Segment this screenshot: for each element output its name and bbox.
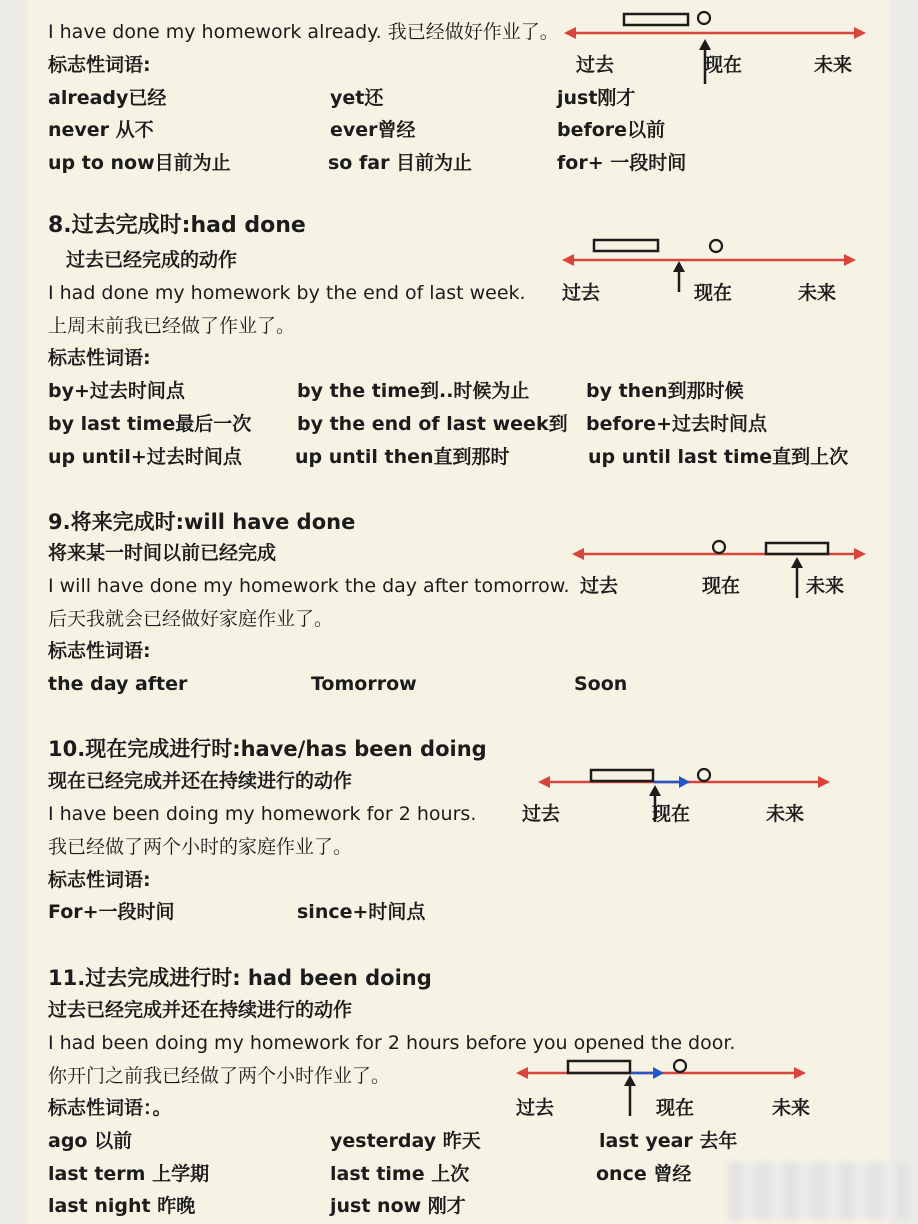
sec10-description: 现在已经完成并还在持续进行的动作	[48, 770, 353, 792]
sec8-signal-label: 标志性词语:	[48, 347, 151, 369]
sec8-example-cn: 上周末前我已经做了作业了。	[48, 315, 296, 337]
sec7-past-label: 过去	[576, 54, 615, 76]
sec11-word: ago 以前	[48, 1130, 133, 1152]
sec7-future-label: 未来	[814, 54, 853, 76]
sec7-word: up to now目前为止	[48, 152, 231, 174]
sec10-past-label: 过去	[522, 803, 561, 825]
sec10-heading: 10.现在完成进行时:have/has been doing	[48, 737, 487, 761]
sec11-word: last year 去年	[599, 1130, 738, 1152]
sec11-signal-label: 标志性词语：。	[48, 1097, 172, 1119]
sec7-word: before以前	[557, 119, 666, 141]
sec7-example: I have done my homework already. 我已经做好作业了。	[48, 21, 559, 43]
sec8-word: by+过去时间点	[48, 380, 185, 402]
sec9-word: Soon	[574, 673, 628, 695]
sec10-now-label: 现在	[652, 803, 691, 825]
sec8-now-label: 现在	[694, 282, 733, 304]
sec10-example-en: I have been doing my homework for 2 hours.	[48, 803, 477, 825]
sec11-future-label: 未来	[772, 1097, 811, 1119]
sec9-heading: 9.将来完成时:will have done	[48, 510, 356, 534]
sec8-example-en: I had done my homework by the end of last week.	[48, 282, 526, 304]
sec9-future-label: 未来	[806, 575, 845, 597]
sec8-description: 过去已经完成的动作	[66, 249, 238, 271]
sec8-future-label: 未来	[798, 282, 837, 304]
sec8-past-label: 过去	[562, 282, 601, 304]
sec7-word: never 从不	[48, 119, 154, 141]
sec11-word: yesterday 昨天	[330, 1130, 481, 1152]
sec11-word: last term 上学期	[48, 1163, 210, 1185]
sec10-example-cn: 我已经做了两个小时的家庭作业了。	[48, 836, 353, 858]
sec11-timeline	[512, 1052, 822, 1122]
sec7-now-label: 现在	[704, 54, 743, 76]
sec9-description: 将来某一时间以前已经完成	[48, 542, 277, 564]
sec8-word: by then到那时候	[586, 380, 744, 402]
sec9-example-en: I will have done my homework the day after tomorrow.	[48, 575, 570, 597]
sec8-word: by the time到..时候为止	[297, 380, 530, 402]
sec11-example-cn: 你开门之前我已经做了两个小时作业了。	[48, 1065, 391, 1087]
sec9-past-label: 过去	[580, 575, 619, 597]
sec7-timeline	[560, 6, 870, 86]
sec10-timeline	[522, 762, 844, 832]
sec8-word: before+过去时间点	[586, 413, 767, 435]
sec11-now-label: 现在	[656, 1097, 695, 1119]
sec7-word: so far 目前为止	[328, 152, 473, 174]
sec9-signal-label: 标志性词语:	[48, 640, 151, 662]
sec10-signal-label: 标志性词语:	[48, 869, 151, 891]
sec8-word: up until then直到那时	[295, 446, 510, 468]
sec11-description: 过去已经完成并还在持续进行的动作	[48, 999, 353, 1021]
sec8-heading: 8.过去完成时:had done	[48, 213, 306, 238]
blurred-watermark	[728, 1162, 908, 1220]
sec11-word: just now 刚才	[330, 1195, 466, 1217]
sec7-word: for+ 一段时间	[557, 152, 687, 174]
sec11-word: last night 昨晚	[48, 1195, 196, 1217]
sec10-future-label: 未来	[766, 803, 805, 825]
sec7-word: already已经	[48, 87, 167, 109]
sec9-word: the day after	[48, 673, 188, 695]
sec11-past-label: 过去	[516, 1097, 555, 1119]
sec11-heading: 11.过去完成进行时: had been doing	[48, 966, 432, 990]
sec10-word: For+一段时间	[48, 901, 175, 923]
sec11-example-en: I had been doing my homework for 2 hours before you opened the door.	[48, 1032, 736, 1054]
sec8-word: by the end of last week到	[297, 413, 568, 435]
sec8-timeline	[558, 232, 868, 312]
sec9-now-label: 现在	[702, 575, 741, 597]
sec11-word: once 曾经	[596, 1163, 692, 1185]
sec8-word: up until last time直到上次	[588, 446, 849, 468]
sec9-word: Tomorrow	[311, 673, 417, 695]
sec7-word: ever曾经	[330, 119, 416, 141]
sec11-word: last time 上次	[330, 1163, 470, 1185]
sec9-example-cn: 后天我就会已经做好家庭作业了。	[48, 608, 334, 630]
sec7-word: yet还	[330, 87, 384, 109]
sec8-word: up until+过去时间点	[48, 446, 242, 468]
sec8-word: by last time最后一次	[48, 413, 252, 435]
sec7-signal-label: 标志性词语:	[48, 54, 151, 76]
sec9-timeline	[566, 534, 876, 604]
sec10-word: since+时间点	[297, 901, 426, 923]
sec7-word: just刚才	[557, 87, 636, 109]
